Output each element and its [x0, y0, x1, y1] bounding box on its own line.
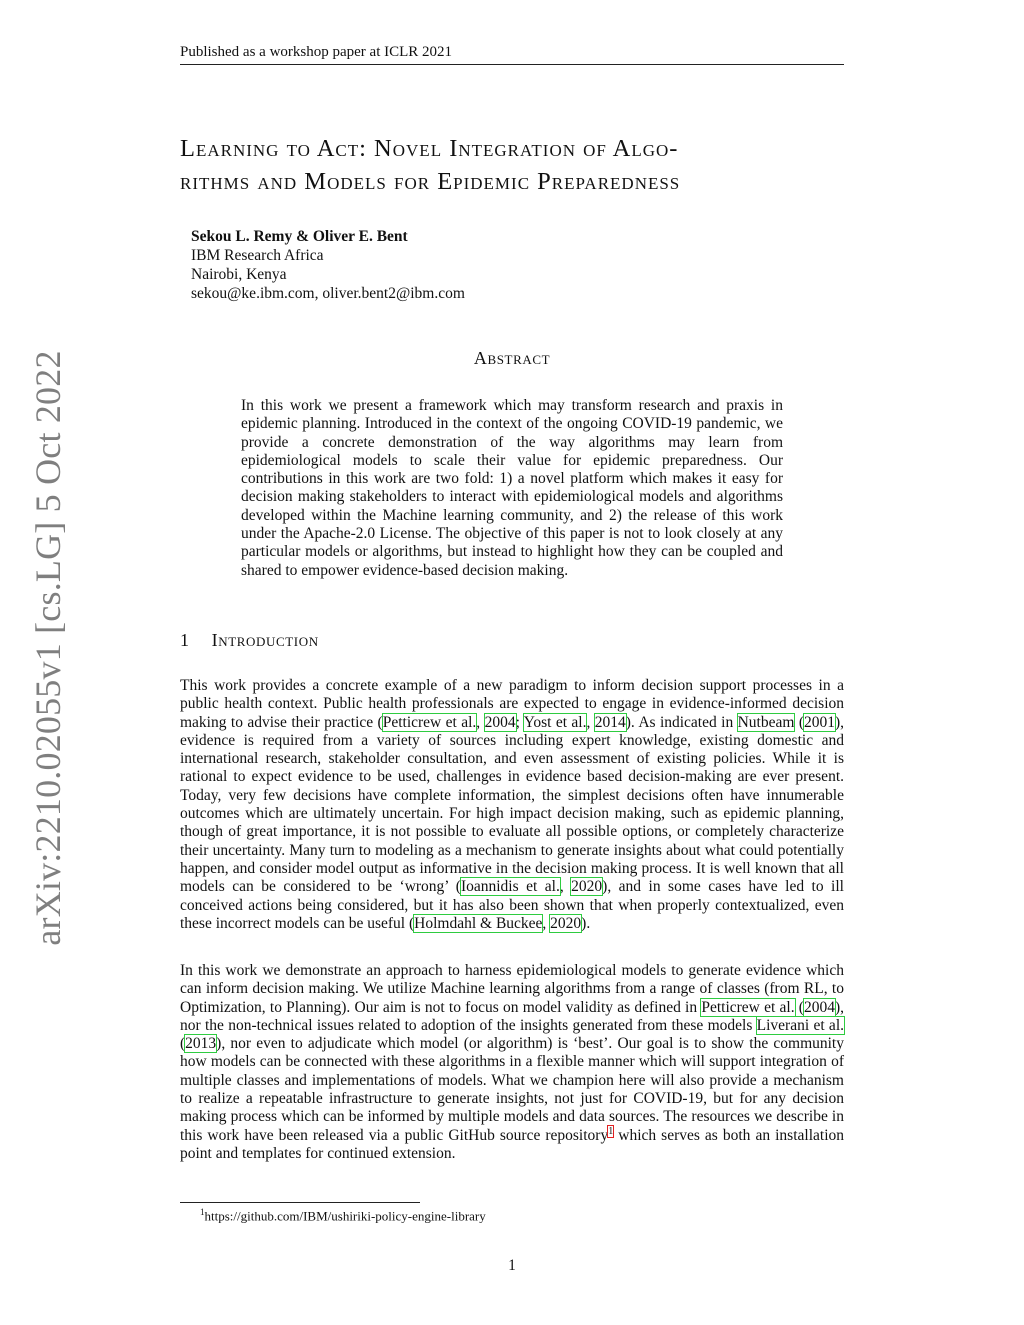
citation-link[interactable]: Ioannidis et al.: [460, 878, 560, 896]
arxiv-identifier[interactable]: arXiv:2210.02055v1 [cs.LG] 5 Oct 2022: [28, 350, 68, 946]
citation-link[interactable]: 2001: [803, 713, 835, 731]
citation-link[interactable]: 2014: [594, 713, 626, 731]
text-span: ), nor the non-technical issues related to adoption of the insights generated from these models: [180, 998, 845, 1034]
citation-link[interactable]: 2020: [571, 878, 603, 896]
text-span: In this work we demonstrate an approach to harness epidemiological models to generate evidence which can inform decision making. We utilize Machine learning algorithms from a range of classes (from RL, to Optimization, to Planning). Our aim is not to focus on model validity as defined in: [180, 962, 844, 1016]
text-span: (: [794, 998, 804, 1016]
footnote-divider: [180, 1202, 420, 1203]
paper-title: [180, 132, 844, 198]
text-span: This work provides a concrete example of a new paradigm to inform decision support processes in a public health context. Public health professionals are expected to engage in evidence-informed decision making to advise their practice (: [180, 677, 844, 731]
citation-link[interactable]: 2020: [550, 914, 582, 932]
section-title: Introduction: [211, 630, 319, 650]
text-span: ,: [476, 713, 485, 731]
paragraph-2: [180, 962, 844, 1163]
author-block: [191, 227, 465, 303]
footnote-reference-link[interactable]: 1: [608, 1125, 614, 1137]
citation-link[interactable]: 2013: [185, 1035, 217, 1053]
text-span: ,: [586, 713, 595, 731]
section-number: 1: [180, 630, 190, 650]
text-span: (: [794, 713, 804, 731]
text-span: ,: [542, 914, 551, 932]
citation-link[interactable]: 2004: [484, 713, 516, 731]
citation-link[interactable]: 2004: [803, 998, 835, 1016]
author-names: Sekou L. Remy & Oliver E. Bent: [191, 228, 408, 245]
footnote-url[interactable]: https://github.com/IBM/ushiriki-policy-engine-library: [204, 1208, 486, 1224]
citation-link[interactable]: Petticrew et al.: [382, 713, 477, 731]
text-span: ). As indicated in: [625, 713, 738, 731]
citation-link[interactable]: Petticrew et al.: [701, 998, 795, 1016]
footnote-mark: 1: [200, 1207, 205, 1217]
text-span: (: [180, 1035, 186, 1053]
abstract-heading: Abstract: [473, 348, 551, 368]
text-span: ), and in some cases have led to ill conceived actions being considered, but it has also been shown that when properly contextualized, even these incorrect models can be useful (: [180, 878, 844, 932]
citation-link[interactable]: Nutbeam: [737, 713, 795, 731]
author-location: Nairobi, Kenya: [191, 266, 287, 283]
section-heading-introduction: [180, 630, 319, 651]
paragraph-1: [180, 677, 844, 933]
abstract-text: In this work we present a framework which may transform research and praxis in epidemic planning. Introduced in the context of the ongoing COVID-19 pandemic, we provide a concrete demonstration of the way algorithms may learn from epidemiological models to scale their value for epidemic preparedness. Our contributions in this work are two fold: 1) a novel platform which makes it easy for decision making stakeholders to interact with epidemiological models and algorithms developed within the Machine learning community, and 2) the release of this work under the Apache-2.0 License. The objective of this paper is not to look closely at any particular models or algorithms, but instead to highlight how they can be coupled and shared to empower evidence-based decision making.: [241, 397, 783, 579]
running-header: Published as a workshop paper at ICLR 2021: [180, 44, 844, 65]
text-span: ), evidence is required from a variety of sources including expert knowledge, existing domestic and international research, stakeholder consultation, and even assessment of existing policies. While it is rational to expect evidence to be used, challenges in evidence based decision-making are ever present. Today, very few decisions have complete information, the simplest decisions often have innumerable outcomes which are ultimately uncertain. For high impact decision making, such as epidemic planning, though of great importance, it is not possible to evaluate all possible options, or completely characterize their uncertainty. Many turn to modeling as a mechanism to generate insights about what could potentially happen, and consider model output as informative in the decision making process. It is well known that all models can be considered to be ‘wrong’ (: [180, 713, 845, 896]
title-line-1: Learning to Act: Novel Integration of Algo-: [180, 135, 679, 162]
footnote: [200, 1207, 486, 1224]
text-span: ;: [515, 713, 524, 731]
citation-link[interactable]: Holmdahl & Buckee: [414, 914, 543, 932]
author-emails[interactable]: sekou@ke.ibm.com, oliver.bent2@ibm.com: [191, 285, 465, 302]
citation-link[interactable]: Liverani et al.: [756, 1016, 844, 1034]
text-span: ,: [559, 878, 572, 896]
author-affiliation: IBM Research Africa: [191, 247, 324, 264]
page-number: 1: [508, 1257, 516, 1274]
text-span: ).: [581, 914, 591, 932]
citation-link[interactable]: Yost et al.: [523, 713, 587, 731]
title-line-2: rithms and Models for Epidemic Preparedness: [180, 168, 681, 195]
text-span: ), nor even to adjudicate which model (or algorithm) is ‘best’. Our goal is to show the community how models can be connected with these algorithms in a flexible manner which will support integration of multiple classes and implementations of models. What we champion here will also provide a mechanism to realize a repeatable infrastructure to generate insights, not just for COVID-19, but for any decision making process which can be informed by multiple models and data sources. The resources we describe in this work have been released via a public GitHub source repository: [180, 1035, 844, 1144]
text-span: which serves as both an installation point and templates for continued extension.: [180, 1126, 844, 1162]
